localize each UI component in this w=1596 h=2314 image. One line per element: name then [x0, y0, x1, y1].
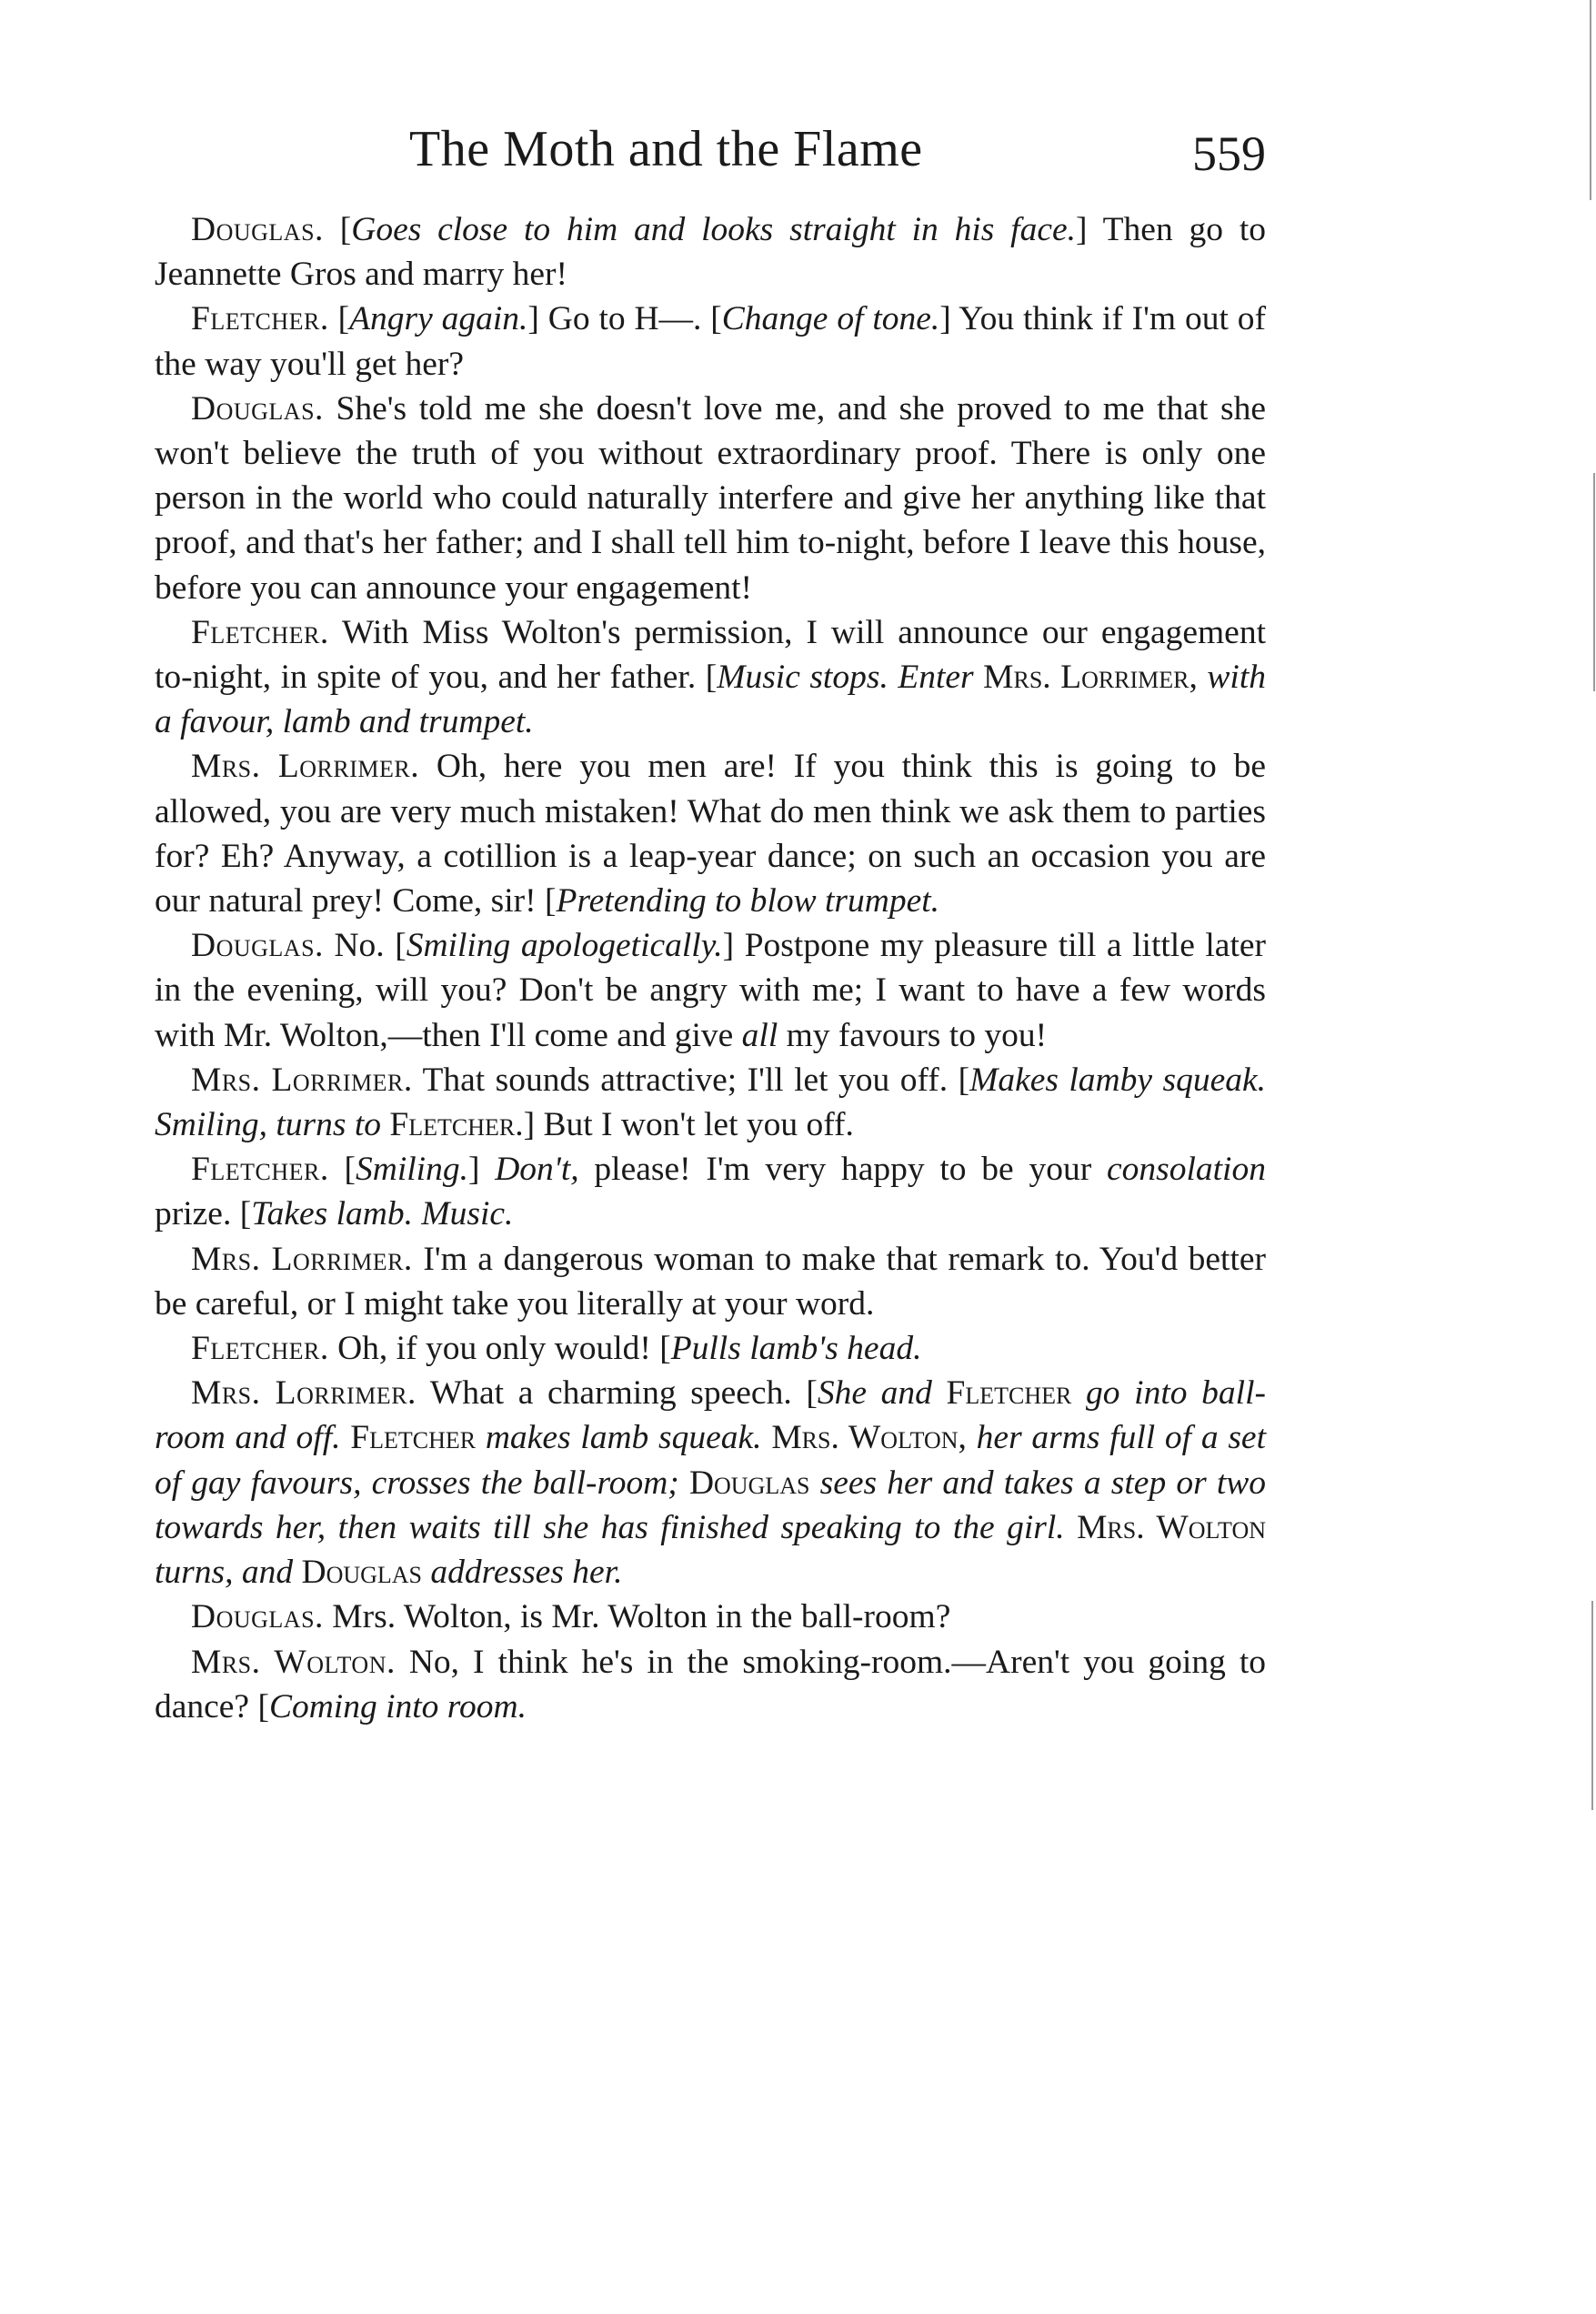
- stage-direction: Smiling apologetically.: [406, 927, 723, 965]
- stage-direction: Makes lamby squeak. Smiling, turns to: [155, 1061, 1266, 1144]
- dialogue-text: I'm a dangerous woman to make that remark to. You'd better be careful, or I might take you literally at your word.: [155, 1240, 1266, 1323]
- stage-direction-character: Mrs. Wolton: [1077, 1508, 1266, 1546]
- stage-direction: turns, and: [155, 1554, 302, 1592]
- dialogue-text: Oh, here you men are! If you think this is going to be allowed, you are very much mistaken! What do men think we ask them to parties for? Eh? Anyway, a cotillion is a leap-year dance; on such an occasion you are our natural prey! Come, sir! [: [155, 748, 1266, 921]
- dialogue-paragraph: [155, 297, 1266, 386]
- dialogue-paragraph: [155, 1058, 1266, 1147]
- speaker-name: Fletcher.: [191, 1151, 329, 1189]
- dialogue-text: ] You think if I'm out of the way you'll get her?: [155, 300, 1266, 383]
- dialogue-text: That sounds attractive; I'll let you off. [: [412, 1061, 970, 1099]
- dialogue-text: ] Then go to Jeannette Gros and marry her!: [155, 211, 1267, 294]
- dialogue-text: prize. [: [155, 1195, 252, 1233]
- play-text: [155, 207, 1266, 1729]
- running-title: The Moth and the Flame: [409, 121, 923, 177]
- stage-direction: her arms full of a set of gay favours, crosses the ball-room;: [155, 1419, 1266, 1502]
- dialogue-text: [: [339, 211, 352, 248]
- margin-rule: [1591, 1601, 1593, 1810]
- stage-direction-character: Douglas: [688, 1464, 810, 1502]
- stage-direction-character: Douglas: [301, 1554, 423, 1592]
- stage-direction: makes lamb squeak.: [476, 1419, 772, 1457]
- dialogue-text: Mrs. Wolton, is Mr. Wolton in the ball-room?: [323, 1598, 951, 1636]
- dialogue-paragraph: [155, 387, 1266, 610]
- stage-direction-character: Fletcher: [350, 1419, 477, 1457]
- dialogue-paragraph: [155, 207, 1266, 297]
- dialogue-paragraph: [155, 923, 1266, 1058]
- stage-direction: sees her and takes a step or two towards her, then waits till she has finished speaking to the girl.: [155, 1464, 1266, 1546]
- stage-direction-character: Fletcher.: [389, 1106, 524, 1144]
- speaker-name: Fletcher.: [191, 613, 329, 651]
- stage-direction: Pulls lamb's head.: [670, 1330, 922, 1368]
- stage-direction: Takes lamb. Music.: [251, 1195, 514, 1233]
- dialogue-paragraph: [155, 1595, 1266, 1639]
- stage-direction: Change of tone.: [721, 300, 940, 338]
- stage-direction-character: Fletcher: [946, 1374, 1072, 1413]
- dialogue-text: [: [328, 1151, 356, 1189]
- stage-direction: all: [741, 1016, 778, 1054]
- stage-direction: Coming into room.: [268, 1687, 527, 1725]
- dialogue-text: No, I think he's in the smoking-room.—Aren't you going to dance? [: [155, 1643, 1267, 1725]
- stage-direction-character: Mrs. Lorrimer,: [983, 659, 1198, 697]
- dialogue-paragraph: [155, 1640, 1266, 1729]
- stage-direction-character: Mrs. Wolton,: [771, 1419, 967, 1457]
- speaker-name: Douglas.: [191, 389, 324, 428]
- dialogue-paragraph: [155, 744, 1266, 923]
- stage-direction: Don't,: [495, 1151, 579, 1189]
- margin-rule: [1590, 0, 1591, 200]
- dialogue-text: With Miss Wolton's permission, I will announce our engagement to-night, in spite of you, and her father. [: [155, 613, 1266, 697]
- dialogue-text: Oh, if you only would! [: [328, 1330, 671, 1368]
- speaker-name: Mrs. Wolton.: [191, 1643, 396, 1681]
- dialogue-text: my favours to you!: [778, 1016, 1048, 1054]
- stage-direction: Music stops. Enter: [717, 659, 984, 697]
- dialogue-text: please! I'm very happy to be your: [578, 1151, 1107, 1189]
- speaker-name: Douglas.: [191, 927, 324, 965]
- speaker-name: Douglas.: [191, 1598, 324, 1636]
- margin-rule: [1593, 473, 1595, 691]
- dialogue-text: ] Postpone my pleasure till a little later in the evening, will you? Don't be angry with me; I want to have a few words with Mr. Wolton,—then I'll come and give: [155, 927, 1267, 1054]
- stage-direction: addresses her.: [422, 1554, 623, 1592]
- dialogue-text: ] But I won't let you off.: [523, 1106, 854, 1144]
- dialogue-paragraph: [155, 610, 1266, 745]
- page-number: 559: [1192, 126, 1266, 181]
- dialogue-paragraph: [155, 1326, 1266, 1371]
- speaker-name: Fletcher.: [191, 1330, 329, 1368]
- stage-direction: Goes close to him and looks straight in his face.: [351, 211, 1077, 248]
- stage-direction: Pretending to blow trumpet.: [556, 882, 940, 921]
- stage-direction: consolation: [1106, 1151, 1266, 1189]
- speaker-name: Mrs. Lorrimer.: [191, 1374, 417, 1413]
- dialogue-text: She's told me she doesn't love me, and she proved to me that she won't believe the truth of you without extraordinary proof. There is only one person in the world who could naturally interfere and give her anything like that proof, and that's her father; and I shall tell him to-night, before I leave this house, before you can announce your engagement!: [155, 389, 1266, 607]
- speaker-name: Mrs. Lorrimer.: [191, 748, 420, 786]
- speaker-name: Mrs. Lorrimer.: [191, 1240, 413, 1278]
- dialogue-text: [: [328, 300, 350, 338]
- dialogue-paragraph: [155, 1147, 1266, 1236]
- stage-direction: with a favour, lamb and trumpet.: [155, 659, 1267, 741]
- dialogue-text: ] Go to H—. [: [527, 300, 722, 338]
- stage-direction: She and: [817, 1374, 947, 1413]
- dialogue-paragraph: [155, 1371, 1266, 1595]
- dialogue-text: [324, 211, 340, 248]
- speaker-name: Fletcher.: [191, 300, 329, 338]
- dialogue-text: No. [: [323, 927, 407, 965]
- speaker-name: Mrs. Lorrimer.: [191, 1061, 413, 1099]
- dialogue-text: What a charming speech. [: [416, 1374, 818, 1413]
- page-header: [155, 120, 1266, 193]
- dialogue-text: ]: [467, 1151, 496, 1189]
- stage-direction: Smiling.: [355, 1151, 468, 1189]
- stage-direction: Angry again.: [349, 300, 528, 338]
- stage-direction: go into ball-room and off.: [155, 1374, 1266, 1457]
- speaker-name: Douglas.: [191, 211, 324, 248]
- dialogue-paragraph: [155, 1237, 1266, 1326]
